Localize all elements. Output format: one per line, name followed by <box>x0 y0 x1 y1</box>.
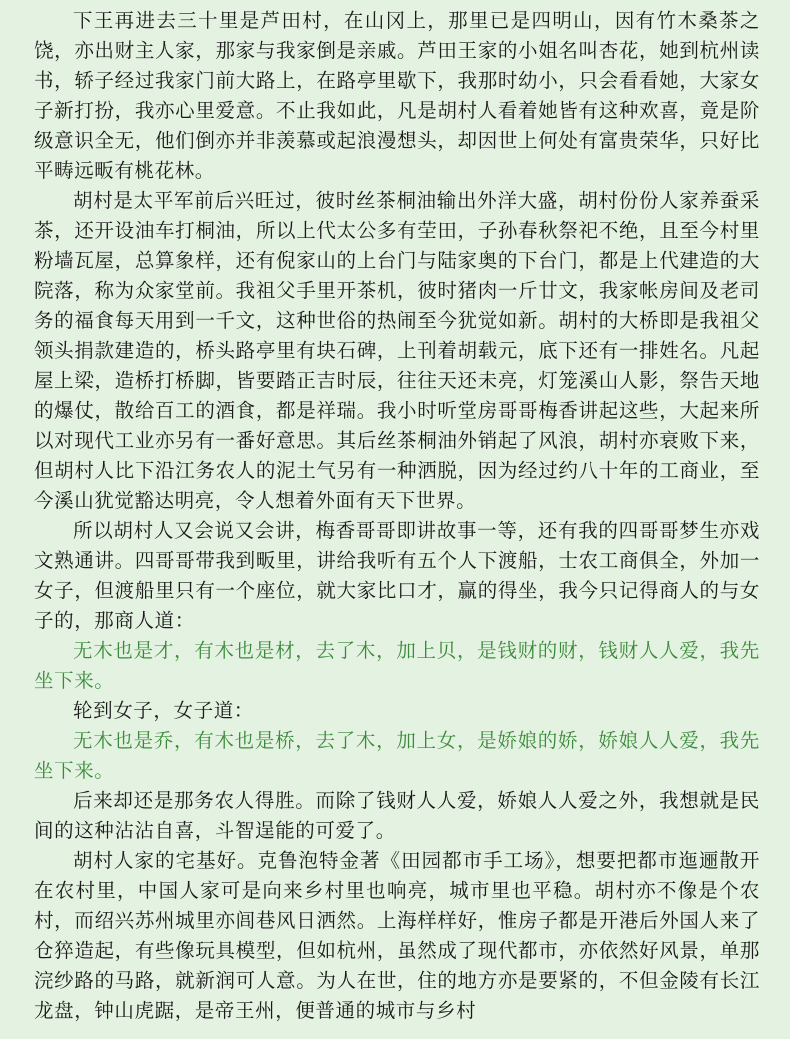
paragraph-hucun-history: 胡村是太平军前后兴旺过，彼时丝茶桐油输出外洋大盛，胡村份份人家养蚕采茶，还开设油车打桐油，所以上代太公多有茔田，子孙春秋祭祀不绝，且至今村里粉墙瓦屋，总算象样，还有倪家山的上台门与陆家奥的下台门，都是上代建造的大院落，称为众家堂前。我祖父手里开茶机，彼时猪肉一斤廿文，我家帐房间及老司务的福食每天用到一千文，这种世俗的热闹至今犹觉如新。胡村的大桥即是我祖父领头捐款建造的，桥头路亭里有块石碑，上刊着胡载元，底下还有一排姓名。凡起屋上梁，造桥打桥脚，皆要踏正吉时辰，往往天还未亮，灯笼溪山人影，祭告天地的爆仗，散给百工的酒食，都是祥瑞。我小时听堂房哥哥梅香讲起这些，大起来所以对现代工业亦另有一番好意思。其后丝茶桐油外销起了风浪，胡村亦衰败下来，但胡村人比下沿江务农人的泥土气另有一种洒脱，因为经过约八十年的工商业，至今溪山犹觉豁达明亮，令人想着外面有天下世界。 <box>34 189 760 512</box>
paragraph-farmer-wins: 后来却还是那务农人得胜。而除了钱财人人爱，娇娘人人爱之外，我想就是民间的这种沾沾自喜，斗智逞能的可爱了。 <box>34 789 760 842</box>
quote-merchant: 无木也是才，有木也是材，去了木，加上贝，是钱财的财，钱财人人爱，我先坐下来。 <box>34 639 760 692</box>
paragraph-lutian-village: 下王再进去三十里是芦田村，在山冈上，那里已是四明山，因有竹木桑茶之饶，亦出财主人家，那家与我家倒是亲戚。芦田王家的小姐名叫杏花，她到杭州读书，轿子经过我家门前大路上，在路亭里歇下，我那时幼小，只会看看她，大家女子新打扮，我亦心里爱意。不止我如此，凡是胡村人看着她皆有这种欢喜，竟是阶级意识全无，他们倒亦并非羡慕或起浪漫想头，却因世上何处有富贵荣华，只好比平畴远畈有桃花林。 <box>34 9 760 182</box>
paragraph-woman-turn: 轮到女子，女子道： <box>73 699 254 722</box>
paragraph-storytelling: 所以胡村人又会说又会讲，梅香哥哥即讲故事一等，还有我的四哥哥梦生亦戏文熟通讲。四哥哥带我到畈里，讲给我听有五个人下渡船，士农工商俱全，外加一女子，但渡船里只有一个座位，就大家比口才，赢的得坐，我今只记得商人的与女子的，那商人道： <box>34 519 760 632</box>
quote-woman: 无木也是乔，有木也是桥，去了木，加上女，是娇娘的娇，娇娘人人爱，我先坐下来。 <box>34 729 760 782</box>
paragraph-house-sites: 胡村人家的宅基好。克鲁泡特金著《田园都市手工场》，想要把都市迤逦散开在农村里，中国人家可是向来乡村里也响亮，城市里也平稳。胡村亦不像是个农村，而绍兴苏州城里亦闾巷风日洒然。上海样样好，惟房子都是开港后外国人来了仓猝造起，有些像玩具模型，但如杭州，虽然成了现代都市，亦依然好风景，单那浣纱路的马路，就新润可人意。为人在世，住的地方亦是要紧的，不但金陵有长江龙盘，钟山虎踞，是帝王州，便普通的城市与乡村 <box>34 849 760 1022</box>
